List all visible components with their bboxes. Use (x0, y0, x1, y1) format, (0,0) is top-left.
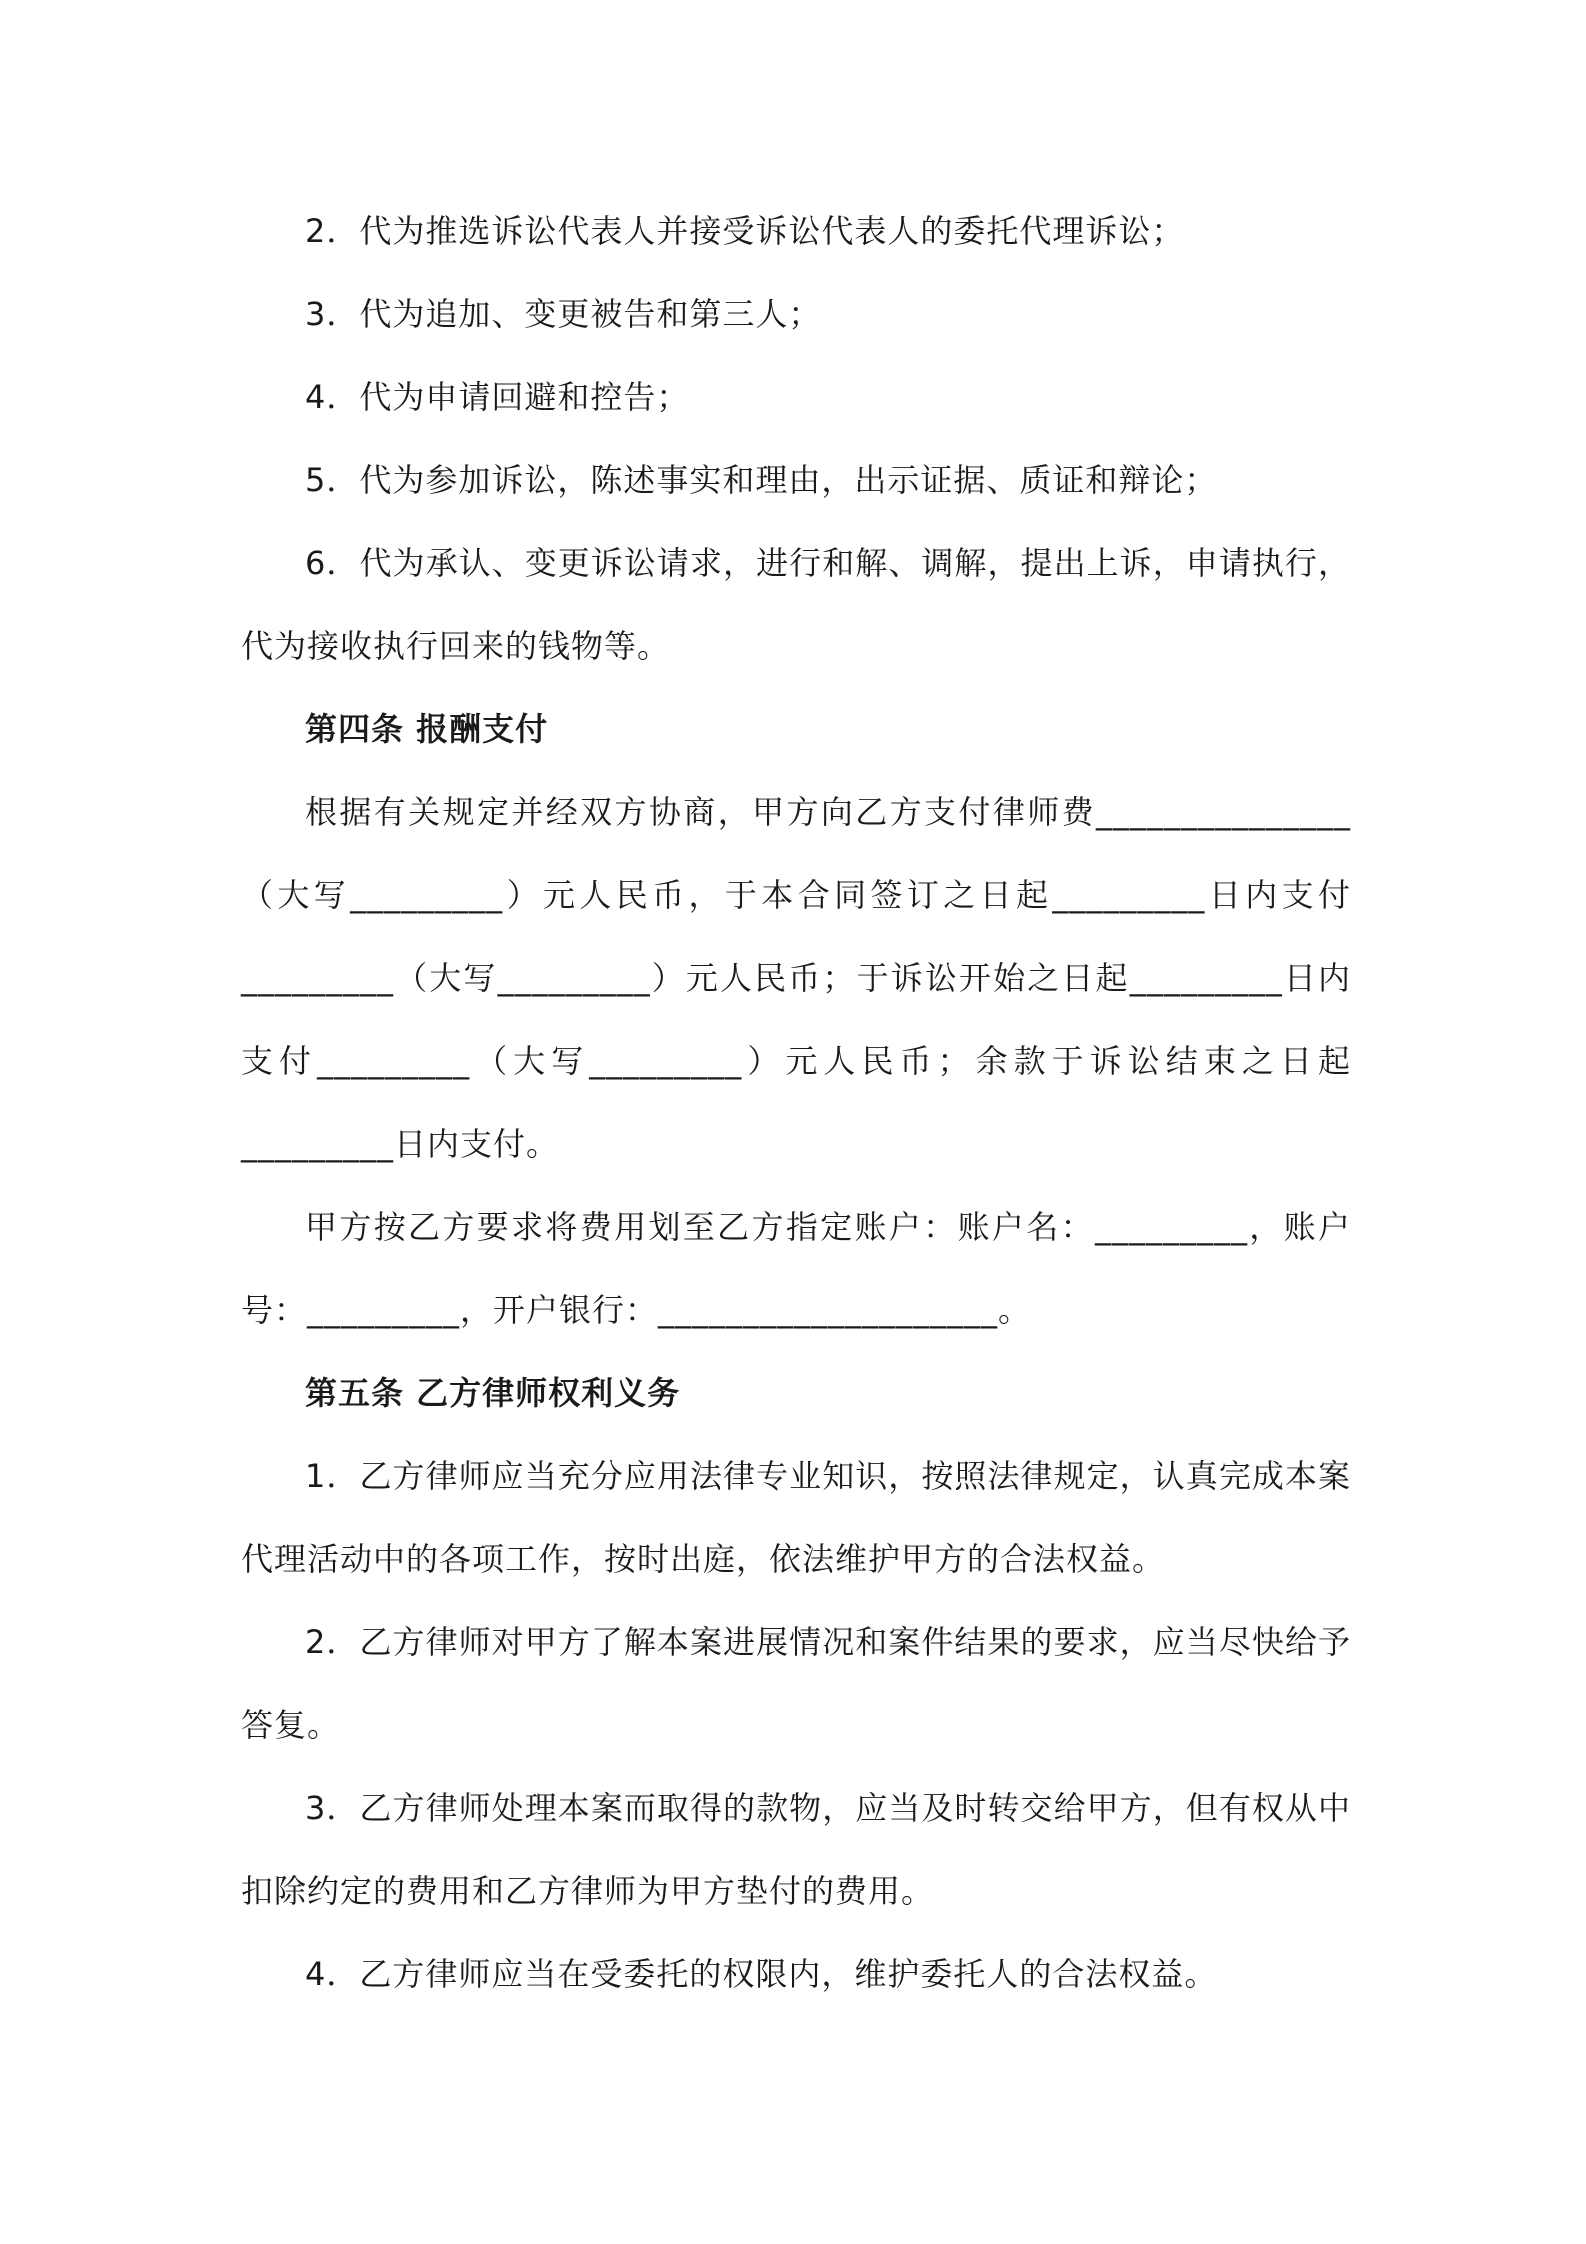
paragraph-item-6: 6．代为承认、变更诉讼请求，进行和解、调解，提出上诉，申请执行，代为接收执行回来的钱物等。 (241, 544, 1351, 665)
paragraph-item-3: 3．代为追加、变更被告和第三人； (305, 295, 822, 333)
paragraph-lawyer-duty-3: 3．乙方律师处理本案而取得的款物，应当及时转交给甲方，但有权从中扣除约定的费用和乙方律师为甲方垫付的费用。 (241, 1789, 1351, 1910)
paragraph-bank-account: 甲方按乙方要求将费用划至乙方指定账户：账户名：_________，账户号：_________，开户银行：____________________。 (241, 1208, 1351, 1329)
section-heading-article-5: 第五条 乙方律师权利义务 (305, 1374, 681, 1412)
paragraph-item-4: 4．代为申请回避和控告； (305, 378, 690, 416)
section-heading-article-4: 第四条 报酬支付 (305, 710, 549, 748)
paragraph-payment-terms: 根据有关规定并经双方协商，甲方向乙方支付律师费_______________（大写_________）元人民币，于本合同签订之日起_________日内支付_________（大写_________）元人民币；于诉讼开始之日起_________日内支付_________（大写_________）元人民币；余款于诉讼结束之日起_________日内支付。 (241, 793, 1351, 1163)
paragraph-item-2: 2．代为推选诉讼代表人并接受诉讼代表人的委托代理诉讼； (305, 212, 1185, 250)
paragraph-lawyer-duty-4: 4．乙方律师应当在受委托的权限内，维护委托人的合法权益。 (305, 1955, 1218, 1993)
paragraph-lawyer-duty-2: 2．乙方律师对甲方了解本案进展情况和案件结果的要求，应当尽快给予答复。 (241, 1623, 1351, 1744)
paragraph-item-5: 5．代为参加诉讼，陈述事实和理由，出示证据、质证和辩论； (305, 461, 1218, 499)
paragraph-lawyer-duty-1: 1．乙方律师应当充分应用法律专业知识，按照法律规定，认真完成本案代理活动中的各项工作，按时出庭，依法维护甲方的合法权益。 (241, 1457, 1351, 1578)
